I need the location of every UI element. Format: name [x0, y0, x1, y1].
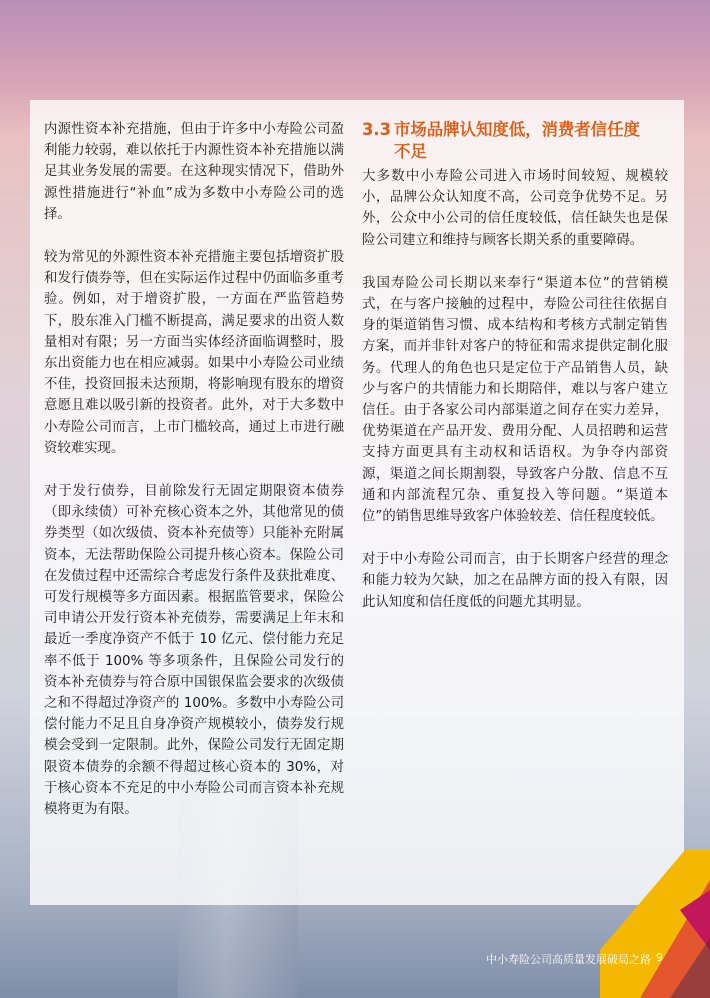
section-number: 3.3 — [362, 120, 392, 139]
page-number: 9 — [656, 951, 663, 964]
left-column — [44, 119, 344, 842]
footer-title: 中小寿险公司高质量发展破局之路 — [486, 953, 651, 966]
section-title-line1: 市场品牌认知度低，消费者信任度 — [394, 120, 640, 139]
right-paragraph-2: 我国寿险公司长期以来奉行“渠道本位”的营销模式，在与客户接触的过程中，寿险公司往往依据自身的渠道销售习惯、成本结构和考核方式制定销售方案，而并非针对客户的特征和需求提供定制化服务。代理人的角色也只是定位于产品销售人员，缺少与客户的共情能力和长期陪伴，难以与客户建立信任。由于各家公司内部渠道之间存在实力差异，优势渠道在产品开发、费用分配、人员招聘和运营支持方面更具有主动权和话语权。为争夺内部资源，渠道之间长期割裂，导致客户分散、信息不互通和内部流程冗杂、重复投入等问题。“渠道本位”的销售思维导致客户体验较差、信任程度较低。 — [362, 275, 668, 525]
right-paragraph-1: 大多数中小寿险公司进入市场时间较短、规模较小，品牌公众认知度不高，公司竞争优势不足。另外，公众中小公司的信任度较低，信任缺失也是保险公司建立和维持与顾客长期关系的重要障碍。 — [362, 169, 668, 248]
left-paragraph-2: 较为常见的外源性资本补充措施主要包括增资扩股和发行债券等，但在实际运作过程中仍面临多重考验。例如，对于增资扩股，一方面在严监管趋势下，股东准入门槛不断提高，满足要求的出资人数量相对有限；另一方面当实体经济面临调整时，股东出资能力也在相应减弱。如果中小寿险公司业绩不佳，投资回报未达预期，将影响现有股东的增资意愿且难以吸引新的投资者。此外，对于大多数中小寿险公司而言，上市门槛较高，通过上市进行融资较难实现。 — [44, 250, 344, 456]
section-heading — [362, 119, 672, 163]
right-paragraph-3: 对于中小寿险公司而言，由于长期客户经营的理念和能力较为欠缺，加之在品牌方面的投入有限，因此认知度和信任度低的问题尤其明显。 — [362, 552, 668, 610]
left-paragraph-1: 内源性资本补充措施，但由于许多中小寿险公司盈利能力较弱，难以依托于内源性资本补充措施以满足其业务发展的需要。在这种现实情况下，借助外源性措施进行“补血”成为多数中小寿险公司的选择。 — [44, 122, 344, 222]
left-paragraph-3: 对于发行债券，目前除发行无固定期限资本债券（即永续债）可补充核心资本之外，其他常见的债券类型（如次级债、资本补充债等）只能补充附属资本，无法帮助保险公司提升核心资本。保险公司在发债过程中还需综合考虑发行条件及获批难度、可发行规模等多方面因素。根据监管要求，保险公司申请公开发行资本补充债券，需要满足上年末和最近一季度净资产不低于 10 亿元、偿付能力充足率不低于 100% 等多项条件，且保险公司发行的资本补充债券与符合原中国银保监会要求的次级债之和不得超过净资产的 100%。多数中小寿险公司偿付能力不足且自身净资产规模较小，债券发行规模会受到一定限制。此外，保险公司发行无固定期限资本债券的余额不得超过核心资本的 30%，对于核心资本不充足的中小寿险公司而言资本补充规模将更为有限。 — [44, 484, 344, 818]
corner-decoration — [600, 850, 710, 998]
section-title-line2: 不足 — [394, 142, 427, 161]
right-column — [362, 166, 668, 635]
